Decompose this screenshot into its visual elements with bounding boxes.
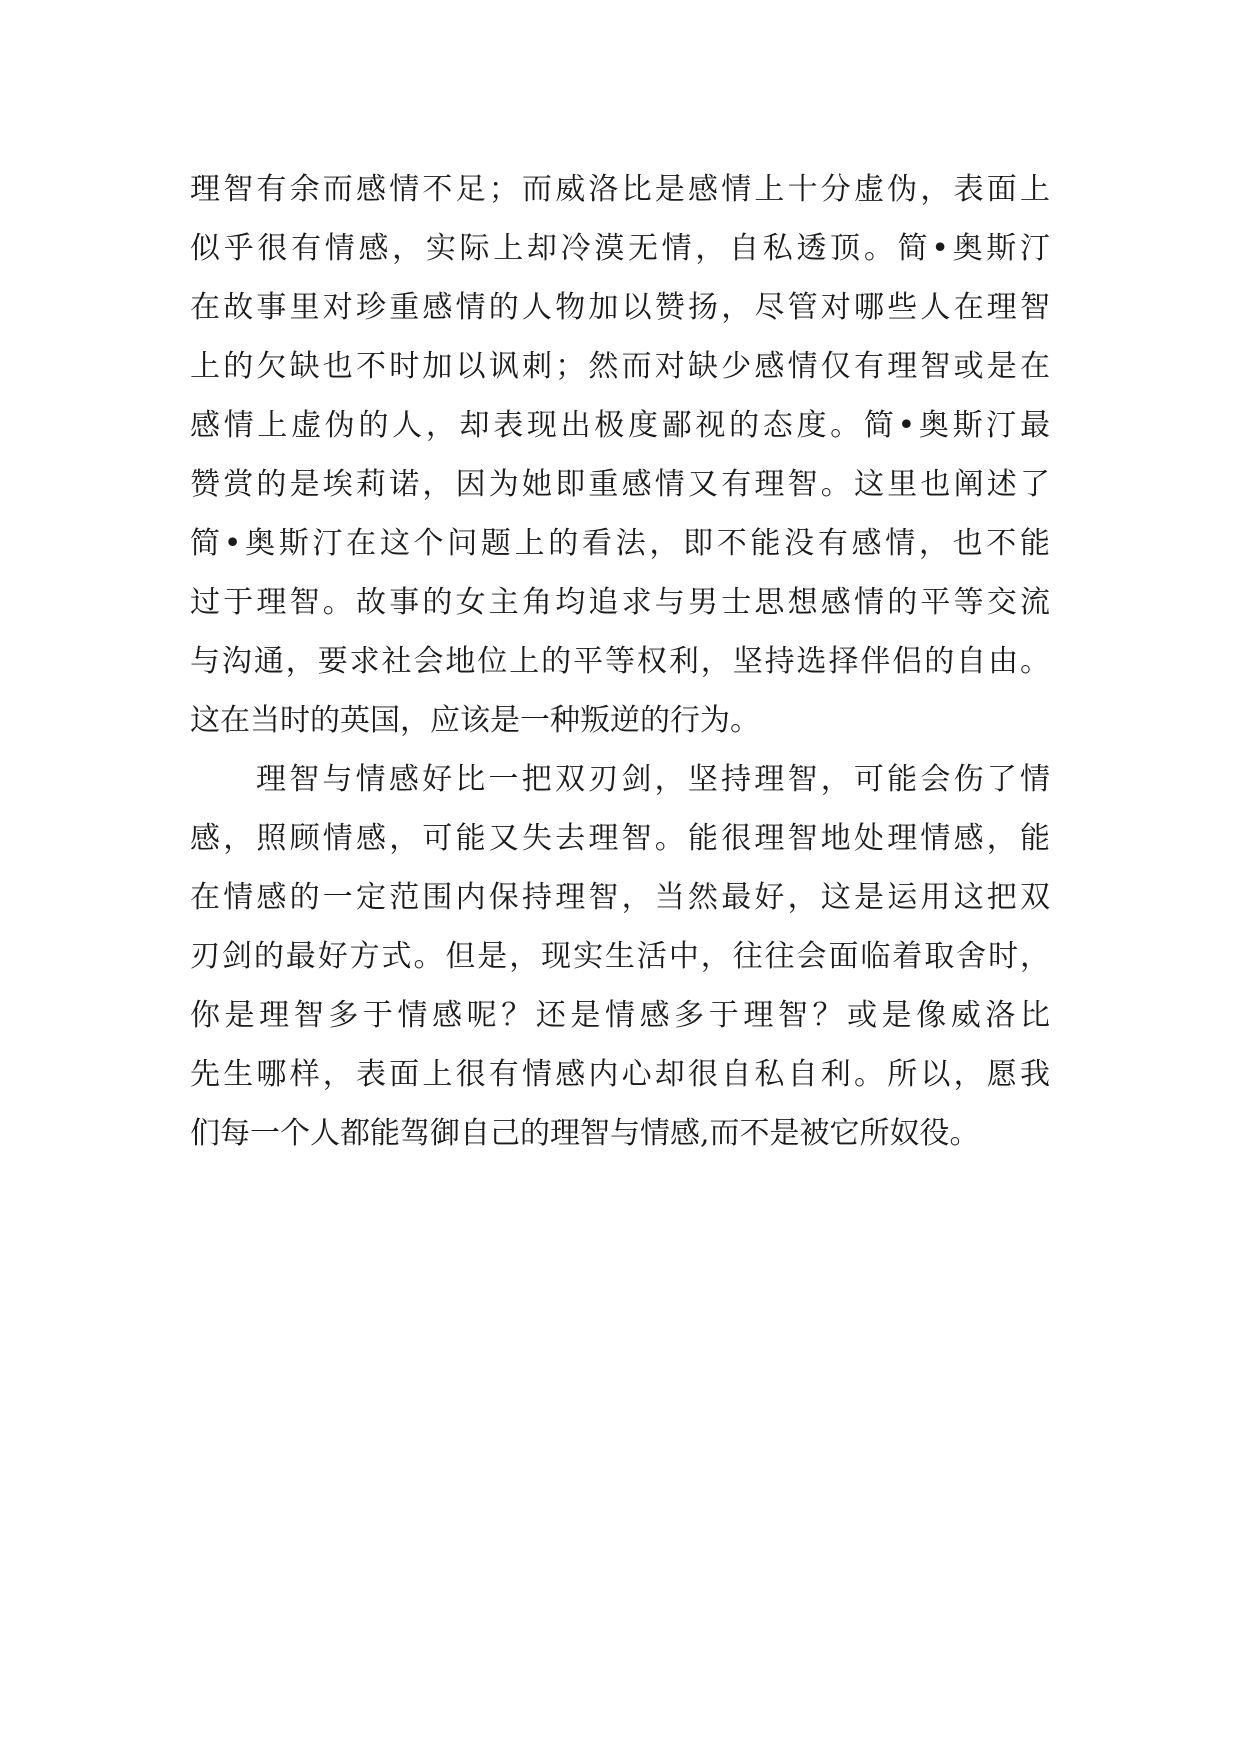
paragraph-1: [190, 160, 1050, 750]
text-line: 在故事里对珍重感情的人物加以赞扬，尽管对哪些人在理智: [190, 290, 1050, 325]
text-line: 在情感的一定范围内保持理智，当然最好，这是运用这把双: [190, 880, 1050, 915]
text-line: 你是理智多于情感呢？还是情感多于理智？或是像威洛比: [190, 998, 1050, 1033]
text-line: 上的欠缺也不时加以讽刺；然而对缺少感情仅有理智或是在: [190, 349, 1050, 384]
text-line: 简•奥斯汀在这个问题上的看法，即不能没有感情，也不能: [190, 526, 1050, 561]
text-line: 先生哪样，表面上很有情感内心却很自私自利。所以，愿我: [190, 1057, 1050, 1092]
text-line: 们每一个人都能驾御自己的理智与情感,而不是被它所奴役。: [190, 1116, 980, 1151]
text-line: 感情上虚伪的人，却表现出极度鄙视的态度。简•奥斯汀最: [190, 408, 1050, 443]
text-line: 刃剑的最好方式。但是，现实生活中，往往会面临着取舍时，: [190, 939, 1050, 974]
paragraph-2: [190, 750, 1050, 1163]
text-line: 理智有余而感情不足；而威洛比是感情上十分虚伪，表面上: [190, 172, 1050, 207]
body-text: [190, 160, 1050, 1163]
text-line: 与沟通，要求社会地位上的平等权利，坚持选择伴侣的自由。: [190, 644, 1050, 679]
text-line: 感，照顾情感，可能又失去理智。能很理智地处理情感，能: [190, 821, 1050, 856]
text-line: 这在当时的英国，应该是一种叛逆的行为。: [190, 703, 760, 738]
text-line: 赞赏的是埃莉诺，因为她即重感情又有理智。这里也阐述了: [190, 467, 1050, 502]
text-line: 似乎很有情感，实际上却冷漠无情，自私透顶。简•奥斯汀: [190, 231, 1050, 266]
text-line: 理智与情感好比一把双刃剑，坚持理智，可能会伤了情: [256, 762, 1050, 797]
text-line: 过于理智。故事的女主角均追求与男士思想感情的平等交流: [190, 585, 1050, 620]
